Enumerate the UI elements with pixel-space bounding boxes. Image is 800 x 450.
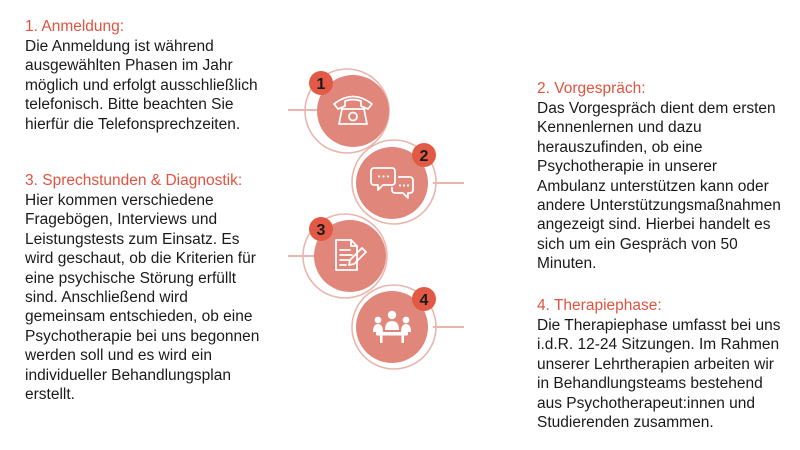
step-2-title: 2. Vorgespräch: bbox=[537, 80, 646, 97]
step-3-text: Hier kommen verschiedene Fragebögen, Interviews und Leistungstests zum Einsatz. Es wird geschaut, ob die Kriterien für eine psychische Störung erfüllt sind. Anschließend wird gemeinsam entschieden, ob eine Psychotherapie bei uns begonnen werden soll und es wird ein individueller Behandlungsplan erstellt. bbox=[25, 192, 260, 404]
step-1-title: 1. Anmeldung: bbox=[25, 18, 125, 35]
step-2-text: Das Vorgespräch dient dem ersten Kennenlernen und dazu herauszufinden, ob eine Psychotherapie in unserer Ambulanz unterstützen kann oder andere Unterstützungsmaßnahmen angezeigt sind. Hierbei handelt es sich um ein Gespräch von 50 Minuten. bbox=[537, 100, 781, 273]
step-number-2: 2 bbox=[419, 148, 429, 165]
step-1-block bbox=[25, 17, 275, 134]
step-2-block bbox=[537, 79, 782, 274]
step-3-title: 3. Sprechstunden & Diagnostik: bbox=[25, 172, 243, 189]
step-3-block bbox=[25, 171, 275, 404]
step-4-block bbox=[537, 296, 782, 432]
step-number-3: 3 bbox=[316, 222, 326, 239]
step-4-title: 4. Therapiephase: bbox=[537, 297, 662, 314]
step-4-text: Die Therapiephase umfasst bei uns i.d.R. 12-24 Sitzungen. Im Rahmen unserer Lehrtherapien arbeiten wir in Behandlungsteams bestehend aus Psychotherapeut:innen und Studierenden zusammen. bbox=[537, 317, 781, 432]
step-1-text: Die Anmeldung ist während ausgewählten Phasen im Jahr möglich und erfolgt ausschließlich telefonisch. Bitte beachten Sie hierfür die Telefonsprechzeiten. bbox=[25, 38, 258, 133]
step-number-1: 1 bbox=[316, 76, 326, 93]
step-number-4: 4 bbox=[419, 292, 429, 309]
